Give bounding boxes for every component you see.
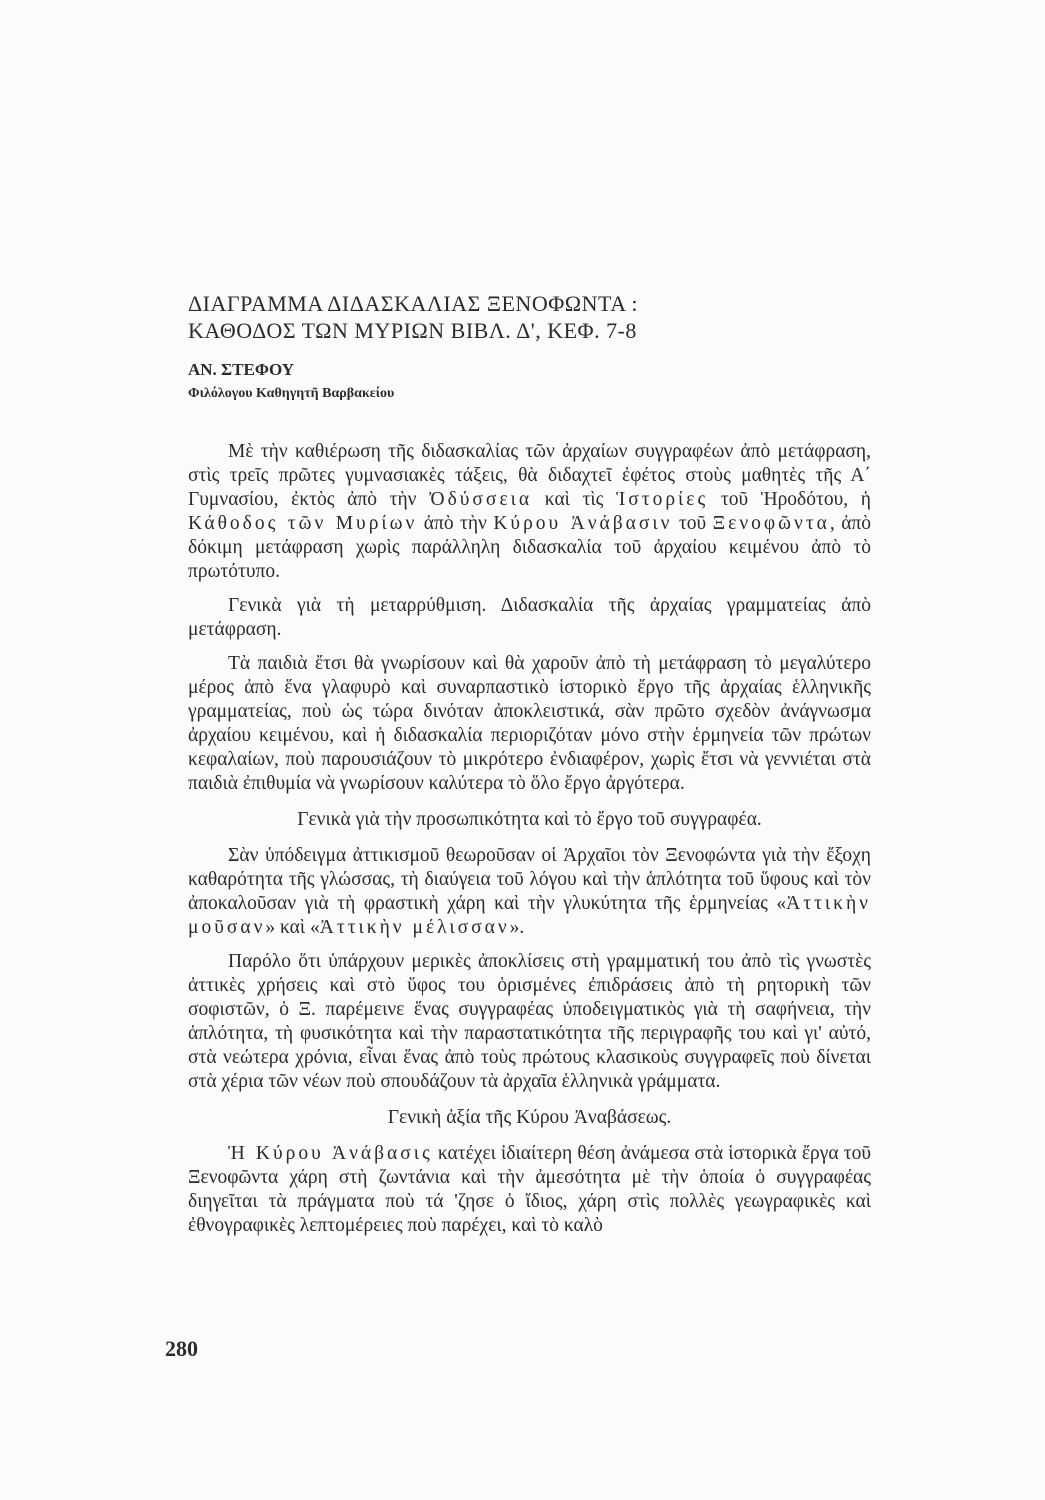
article-title	[188, 290, 748, 344]
section-heading-author: Γενικὰ γιὰ τὴν προσωπικότητα καὶ τὸ ἔργο τοῦ συγγραφέα.	[297, 809, 762, 830]
title-line-2: ΚΑΘΟΔΟΣ ΤΩΝ ΜΥΡΙΩΝ ΒΙΒΛ. Δ', ΚΕΦ. 7-8	[188, 318, 637, 343]
text-run: καὶ τὶς	[532, 489, 617, 510]
text-run: τοῦ	[672, 513, 713, 534]
attic-muse: Ἀττικὴν μοῦσαν	[188, 893, 871, 938]
anabasis-title: Κύρου Ἀνάβασιν	[493, 513, 673, 534]
children-paragraph: Τὰ παιδιὰ ἔτσι θὰ γνωρίσουν καὶ θὰ χαροῦν ἀπὸ τὴ μετάφραση τὸ μεγαλύτερο μέρος ἀπὸ ἕνα γλαφυρὸ καὶ συναρπαστικὸ ἱστορικὸ ἔργο τῆς ἀρχαίας ἑλληνικῆς γραμματείας, ποὺ ὡς τώρα δινόταν ἀποκλειστικά, σὰν πρῶτο σχεδὸν ἀνάγνωσμα ἀρχαίου κειμένου, καὶ ἡ διδασκαλία περιοριζόταν μόνο στὴν ἑρμηνεία τῶν πρώτων κεφαλαίων, ποὺ παρουσιάζουν τὸ μικρότερο ἐνδιαφέρον, χωρὶς ἔτσι νὰ γεννιέται στὰ παιδιὰ ἐπιθυμία νὰ γνωρίσουν καλύτερα τὸ ὅλο ἔργο ἀργότερα.	[188, 653, 871, 794]
text-run: ἀπὸ τὴν	[417, 513, 494, 534]
reform-paragraph: Γενικὰ γιὰ τὴ μεταρρύθμιση. Διδασκαλία τῆς ἀρχαίας γραμματείας ἀπὸ μετάφραση.	[188, 595, 871, 640]
xenophon-name: Ξενοφῶντα	[712, 513, 830, 534]
odyssey-title: Ὀδύσσεια	[429, 489, 533, 510]
page-number: 280	[165, 1336, 198, 1361]
author-name: ΑΝ. ΣΤΕΦΟΥ	[188, 360, 295, 379]
text-run: » καὶ «	[265, 917, 320, 938]
atticism-paragraph	[188, 844, 871, 940]
style-paragraph: Παρόλο ὅτι ὑπάρχουν μερικὲς ἀποκλίσεις στὴ γραμματική του ἀπὸ τὶς γνωστὲς ἀττικὲς χρήσεις καὶ στὸ ὕφος του ὁρισμένες ἐπιδράσεις ἀπὸ τὴ ρητορικὴ τῶν σοφιστῶν, ὁ Ξ. παρέμεινε ἕνας συγγραφέας ὑποδειγματικὸς γιὰ τὴ σαφήνεια, τὴν ἁπλότητα, τὴ φυσικότητα καὶ τὴν παραστατικότητα τῆς περιγραφῆς του καὶ γι' αὐτό, στὰ νεώτερα χρόνια, εἶναι ἕνας ἀπὸ τοὺς πρώτους κλασικοὺς συγγραφεῖς ποὺ δίνεται στὰ χέρια τῶν νέων ποὺ σπουδάζουν τὰ ἀρχαῖα ἑλληνικὰ γράμματα.	[188, 951, 871, 1092]
article-body	[188, 440, 871, 1248]
text-run: ».	[509, 917, 525, 938]
intro-paragraph	[188, 440, 871, 584]
title-line-1: ΔΙΑΓΡΑΜΜΑ ΔΙΔΑΣΚΑΛΙΑΣ ΞΕΝΟΦΩΝΤΑ :	[188, 291, 638, 316]
value-paragraph	[188, 1142, 871, 1238]
author-affiliation: Φιλόλογου Καθηγητῆ Βαρβακείου	[188, 386, 395, 401]
kathodos-title: Κάθοδος τῶν Μυρίων	[188, 513, 418, 534]
text-run: Μὲ τὴν καθιέρωση τῆς διδασκαλίας τῶν ἀρχαίων συγγραφέων ἀπὸ μετάφραση, στὶς τρεῖς πρῶτες γυμνασιακὲς τάξεις, θὰ διδαχτεῖ ἐφέτος στοὺς μαθητὲς τῆς Α΄ Γυμνασίου, ἐκτὸς ἀπὸ τὴν	[188, 441, 871, 510]
text-run: τοῦ Ἡροδότου, ἡ	[708, 489, 871, 510]
attic-bee: Ἀττικὴν μέλισσαν	[319, 917, 510, 938]
text-run: , ἀπὸ δόκιμη μετάφραση χωρὶς παράλληλη διδασκαλία τοῦ ἀρχαίου κειμένου ἀπὸ τὸ πρωτότυπο.	[188, 513, 872, 582]
text-run: Σὰν ὑπόδειγμα ἀττικισμοῦ θεωροῦσαν οἱ Ἀρχαῖοι τὸν Ξενοφώντα γιὰ τὴν ἔξοχη καθαρότητα τῆς γλώσσας, τὴ διαύγεια τοῦ λόγου καὶ τὴν ἁπλότητα τοῦ ὕφους καὶ τὸν ἀποκαλοῦσαν γιὰ τὴ φραστικὴ χάρη καὶ τὴν γλυκύτητα τῆς ἑρμηνείας «	[188, 845, 871, 914]
section-heading-value: Γενικὴ ἀξία τῆς Κύρου Ἀναβάσεως.	[387, 1107, 672, 1128]
text-run: κατέχει ἰδιαίτερη θέση ἀνάμεσα στὰ ἱστορικὰ ἔργα τοῦ Ξενοφῶντα χάρη στὴ ζωντάνια καὶ τὴν ἀμεσότητα μὲ τὴν ὁποία ὁ συγγραφέας διηγεῖται τὰ πράγματα ποὺ τά 'ζησε ὁ ἴδιος, χάρη στὶς πολλὲς γεωγραφικὲς καὶ ἐθνογραφικὲς λεπτομέρειες ποὺ παρέχει, καὶ τὸ καλὸ	[188, 1143, 871, 1236]
anabasis-title-2: Ἡ Κύρου Ἀνάβασις	[228, 1143, 433, 1164]
histories-title: Ἱστορίες	[616, 489, 709, 510]
